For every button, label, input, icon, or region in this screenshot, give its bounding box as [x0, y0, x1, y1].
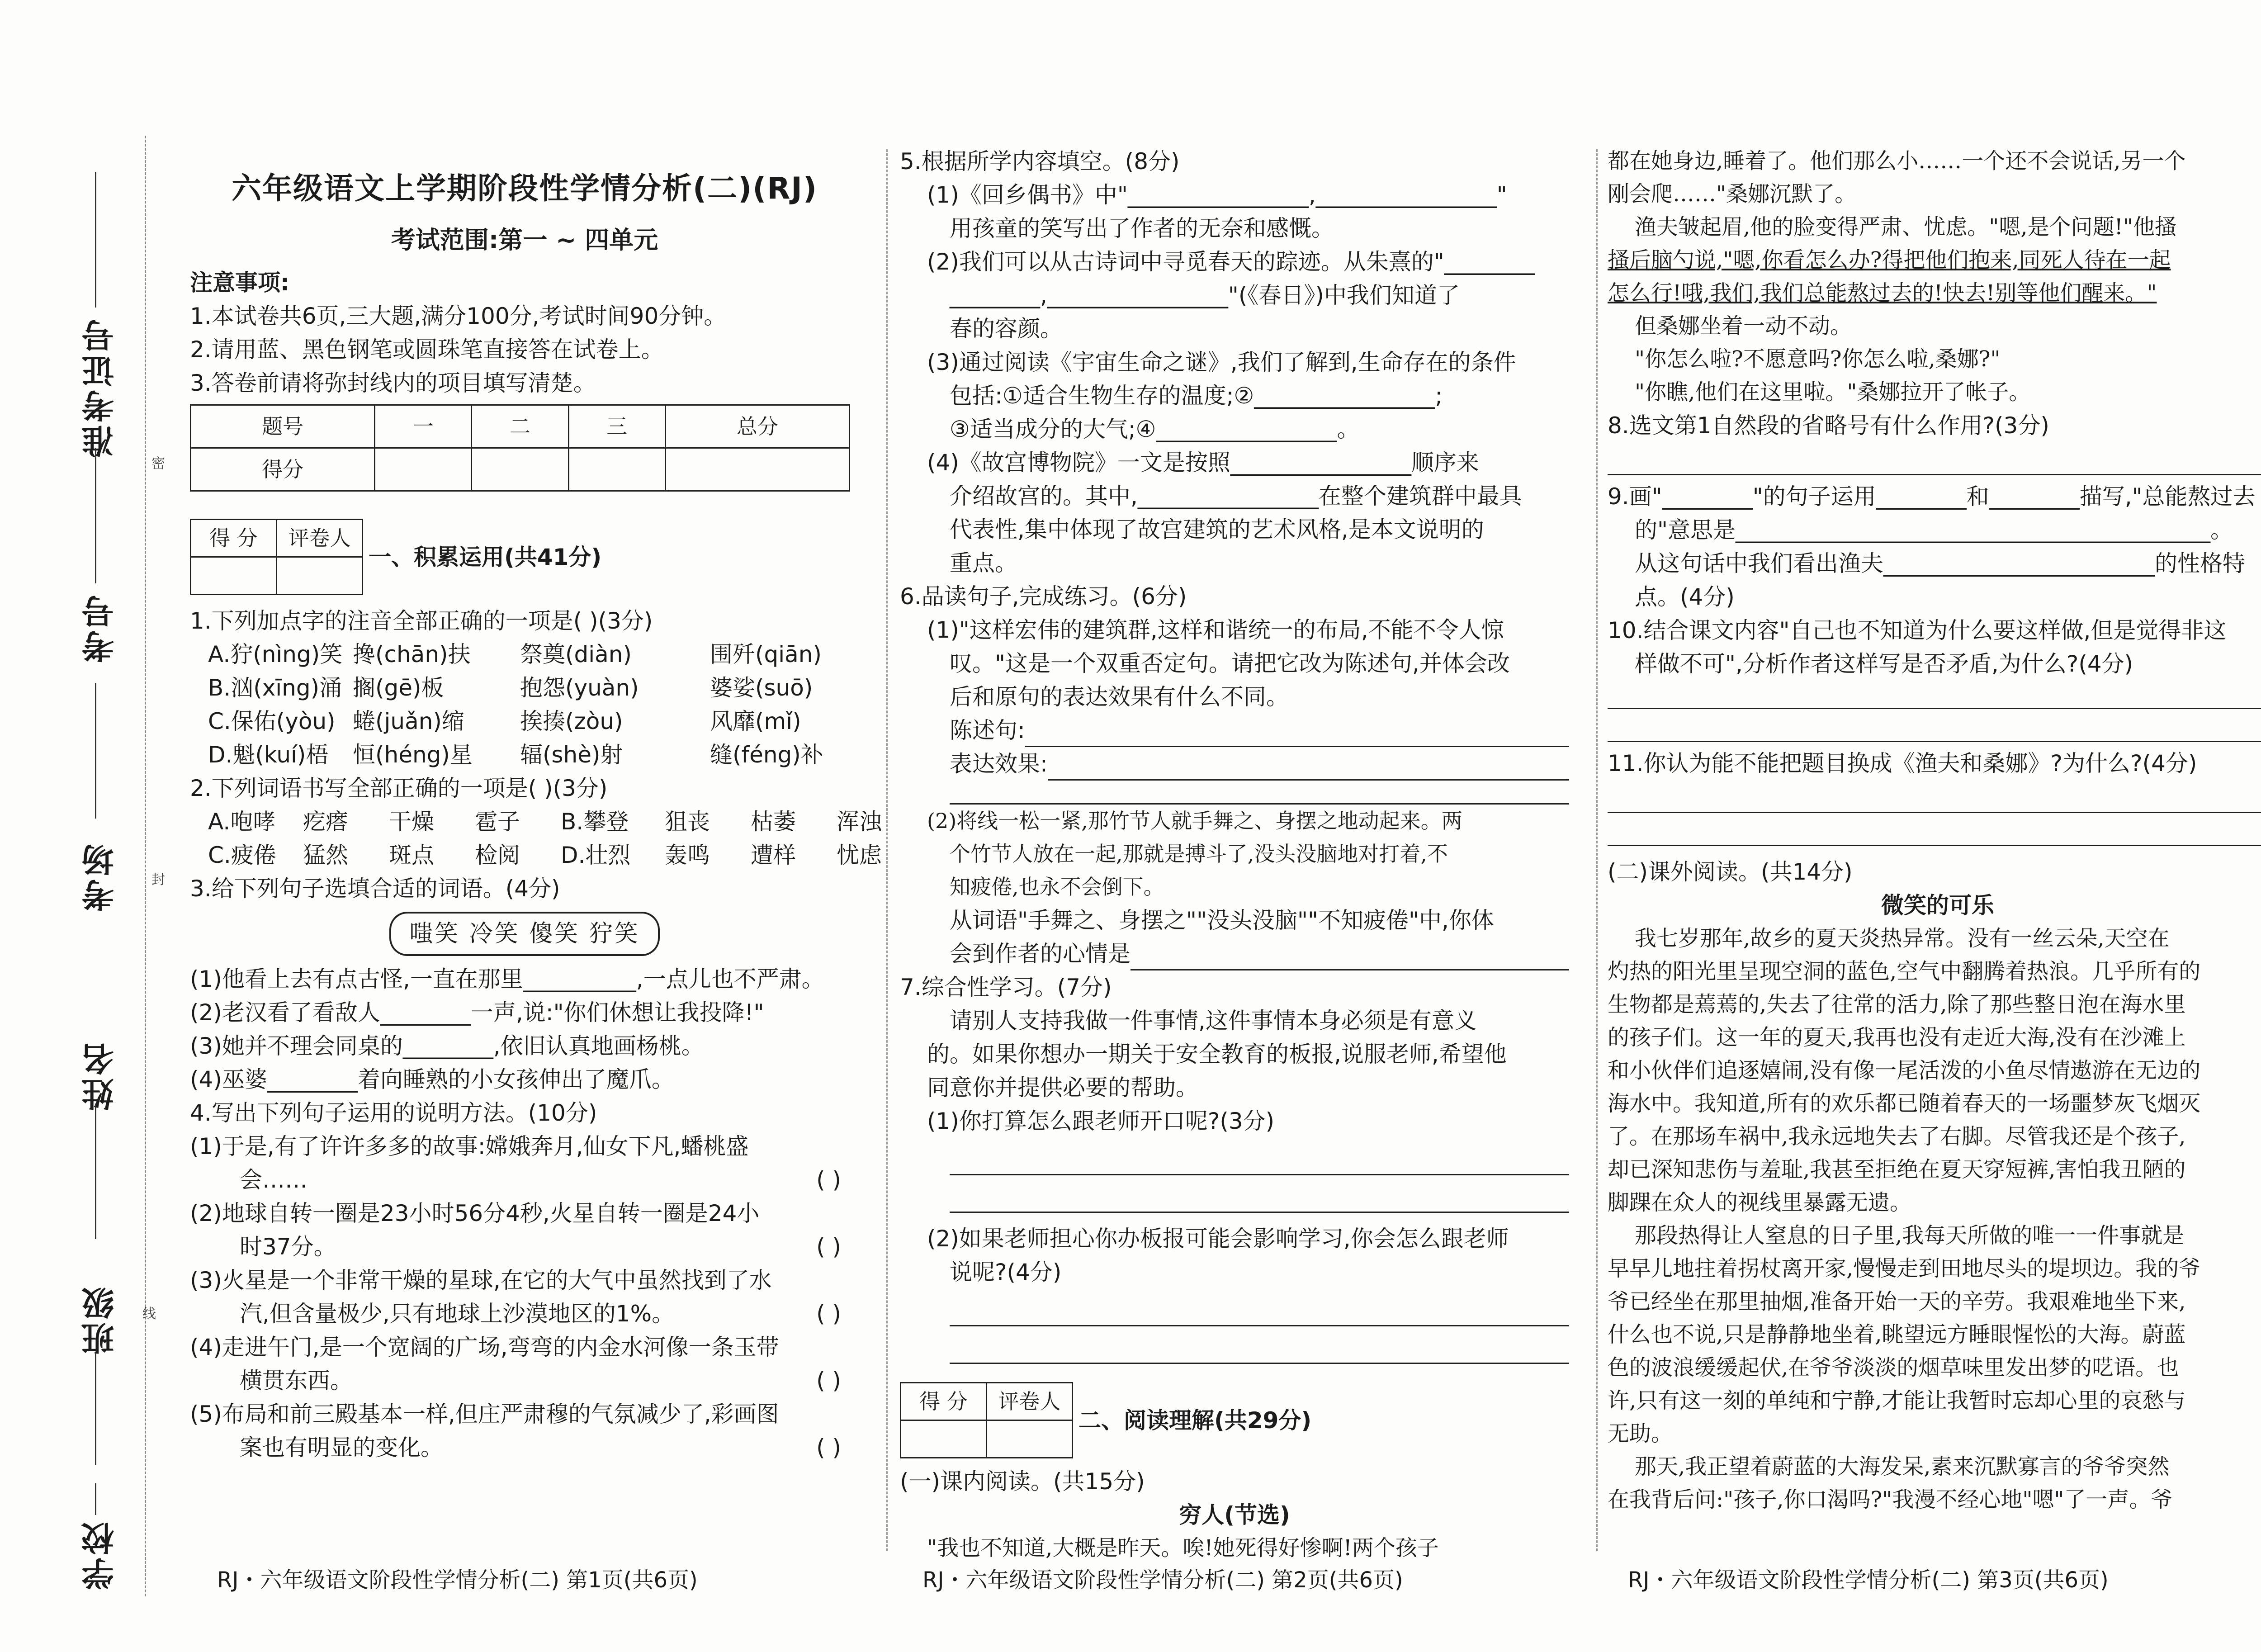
question-5: 5.根据所学内容填空。(8分) — [900, 148, 1180, 175]
q4-text: 汽,但含量极少,只有地球上沙漠地区的1%。 — [240, 1301, 675, 1327]
margin-field-class[interactable] — [95, 1352, 96, 1465]
q4-text: 横贯东西。 — [240, 1368, 353, 1394]
q1-option-d[interactable] — [190, 738, 859, 772]
q4-text: (5)布局和前三殿基本一样,但庄严肃穆的气氛减少了,彩画图 — [190, 1401, 779, 1427]
q4-answer-blank[interactable]: ( ) — [816, 1234, 841, 1260]
q6-declarative-answer-line[interactable] — [1025, 719, 1569, 747]
story-line: 爷已经坐在那里抽烟,准备开始一天的辛劳。我艰难地坐下来, — [1608, 1289, 2186, 1314]
q2-word: A.咆哮 — [208, 809, 276, 835]
question-8: 8.选文第1自然段的省略号有什么作用?(3分) — [1608, 412, 2049, 439]
question-9-line: 的"意思是__________________________________________。 — [1635, 517, 2233, 543]
story-line: 什么也不说,只是静静地坐着,眺望远方睡眼惺忪的大海。蔚蓝 — [1608, 1322, 2186, 1347]
score-table-header: 题号 — [191, 405, 375, 448]
q5-line: ________,________________"(《春日》)中我们知道了 — [950, 282, 1460, 308]
q5-line: (3)通过阅读《宇宙生命之谜》,我们了解到,生命存在的条件 — [927, 349, 1516, 375]
q5-line: (2)我们可以从古诗词中寻觅春天的踪迹。从朱熹的"________ — [927, 249, 1535, 275]
question-9: 9.画"________"的句子运用________和________描写,"总能熬过去 — [1608, 483, 2256, 510]
q2-word: 狙丧 — [665, 809, 710, 835]
q10-answer-line[interactable] — [1608, 709, 2261, 742]
q7-1-answer-line[interactable] — [950, 1175, 1569, 1213]
part-1-heading: (一)课内阅读。(共15分) — [900, 1468, 1145, 1495]
q6-line: 后和原句的表达效果有什么不同。 — [950, 684, 1289, 710]
q6-line: 知疲倦,也永不会倒下。 — [950, 875, 1164, 899]
q6-effect-answer-line[interactable] — [950, 781, 1569, 805]
q3-word-box: 嗤笑 冷笑 傻笑 狞笑 — [389, 912, 660, 956]
margin-field-exam-room[interactable] — [95, 683, 96, 819]
q4-answer-blank[interactable]: ( ) — [816, 1301, 841, 1327]
q4-line — [190, 1230, 859, 1264]
q4-text: (1)于是,有了许许多多的故事:嫦娥奔月,仙女下凡,蟠桃盛 — [190, 1133, 749, 1160]
q10-answer-line[interactable] — [1608, 681, 2261, 709]
q4-line — [190, 1364, 859, 1397]
story-line: 和小伙伴们追逐嬉闹,没有像一尾活泼的小鱼尽情遨游在无边的 — [1608, 1058, 2201, 1083]
q4-line — [190, 1297, 859, 1330]
margin-field-exam-id[interactable] — [95, 172, 96, 308]
q1-a-word: 搀(chān)扶 — [353, 641, 471, 667]
q1-a-word: 祭奠(diàn) — [520, 641, 632, 667]
q6-declarative-row — [900, 714, 1569, 747]
q6-feeling-answer-line[interactable] — [1130, 942, 1569, 970]
q5-line: (4)《故宫博物院》一文是按照________________顺序来 — [927, 450, 1479, 476]
passage-title: 穷人(节选) — [1179, 1502, 1290, 1528]
page-3-column — [1608, 145, 2261, 1547]
q4-text: 会…… — [240, 1167, 307, 1193]
q7-1-answer-line[interactable] — [950, 1138, 1569, 1175]
page-1-footer: RJ・六年级语文阶段性学情分析(二) 第1页(共6页) — [217, 1567, 698, 1593]
q2-word: 干燥 — [389, 809, 434, 835]
notice-item: 1.本试卷共6页,三大题,满分100分,考试时间90分钟。 — [190, 303, 727, 329]
notice-heading: 注意事项: — [190, 270, 289, 296]
q1-c-word: 风靡(mǐ) — [710, 708, 801, 734]
margin-field-exam-no[interactable] — [95, 448, 96, 583]
page-1-column — [190, 145, 882, 1547]
margin-label-name: 姓名 — [81, 1040, 119, 1111]
q2-word: 雹子 — [475, 809, 520, 835]
q2-word: 忧虑 — [837, 842, 882, 868]
grader-score-label: 得 分 — [901, 1383, 987, 1420]
page-title: 六年级语文上学期阶段性学情分析(二)(RJ) — [231, 171, 818, 206]
grader-name-label: 评卷人 — [987, 1383, 1073, 1420]
q1-a-word: 围歼(qiān) — [710, 641, 822, 667]
q1-b-word: B.汹(xīng)涌 — [208, 675, 342, 701]
score-table-header: 二 — [472, 405, 568, 448]
q6-feeling-label: 会到作者的心情是 — [950, 941, 1130, 967]
q1-a-word: A.狞(nìng)笑 — [208, 641, 343, 667]
q5-line: 春的容颜。 — [950, 316, 1063, 342]
q2-options-row-1[interactable] — [190, 805, 882, 838]
story-line: 生物都是蔫蔫的,失去了往常的活力,除了那些整日泡在海水里 — [1608, 992, 2186, 1017]
seal-char-mi: 密 — [151, 456, 165, 472]
question-2: 2.下列词语书写全部正确的一项是( )(3分) — [190, 775, 608, 801]
q4-item — [190, 1130, 859, 1197]
passage-line: 刚会爬……"桑娜沉默了。 — [1608, 181, 1857, 207]
q6-declarative-label: 陈述句: — [950, 717, 1025, 743]
q3-item: (1)他看上去有点古怪,一直在那里__________,一点儿也不严肃。 — [190, 966, 824, 992]
q2-word: 检阅 — [475, 842, 520, 868]
grader-name-cell[interactable] — [277, 557, 363, 595]
margin-label-exam-room: 考场 — [81, 841, 119, 912]
q4-item — [190, 1197, 859, 1264]
q6-effect-label: 表达效果: — [950, 751, 1048, 777]
story-line: 的孩子们。这一年的夏天,我再也没有走近大海,没有在沙滩上 — [1608, 1025, 2186, 1050]
score-cell[interactable] — [472, 448, 568, 491]
q2-word: C.疲倦 — [208, 842, 276, 868]
passage-line: "你瞧,他们在这里啦。"桑娜拉开了帐子。 — [1635, 379, 2031, 405]
story-title: 微笑的可乐 — [1881, 892, 1994, 918]
question-11: 11.你认为能不能把题目换成《渔夫和桑娜》?为什么?(4分) — [1608, 750, 2197, 776]
passage-line: 怎么行!哦,我们,我们总能熬过去的!快去!别等他们醒来。" — [1608, 280, 2157, 306]
q6-line: (2)将线一松一紧,那竹节人就手舞之、身摆之地动起来。两 — [927, 809, 1462, 833]
part-2-heading: (二)课外阅读。(共14分) — [1608, 859, 1853, 885]
section-1-header — [190, 519, 859, 595]
q1-d-word: D.魁(kuí)梧 — [208, 742, 329, 768]
seal-dashed-line — [145, 136, 146, 1596]
question-4: 4.写出下列句子运用的说明方法。(10分) — [190, 1100, 597, 1126]
q5-line: 包括:①适合生物生存的温度;②________________; — [950, 383, 1443, 409]
q1-option-b[interactable] — [190, 671, 859, 705]
story-line: 脚踝在众人的视线里暴露无遗。 — [1608, 1190, 1912, 1215]
q1-c-word: C.保佑(yòu) — [208, 708, 336, 734]
q3-word-bank — [190, 912, 859, 956]
q2-word: 浑浊 — [837, 809, 882, 835]
column-divider — [1596, 149, 1598, 1551]
q3-item: (3)她并不理会同桌的________,依旧认真地画杨桃。 — [190, 1033, 704, 1059]
question-9-line: 点。(4分) — [1635, 584, 1735, 610]
section-2-title: 二、阅读理解(共29分) — [1078, 1407, 1312, 1434]
q2-word: 枯萎 — [751, 809, 796, 835]
score-cell[interactable] — [375, 448, 472, 491]
column-divider — [886, 149, 888, 1551]
score-table-header: 一 — [375, 405, 472, 448]
q6-line: 从词语"手舞之、身摆之""没头没脑""不知疲倦"中,你体 — [950, 907, 1494, 933]
margin-label-school: 学校 — [81, 1519, 119, 1590]
q4-answer-blank[interactable]: ( ) — [816, 1434, 841, 1461]
q4-item — [190, 1397, 859, 1464]
q4-text: (3)火星是一个非常干燥的星球,在它的大气中虽然找到了水 — [190, 1267, 772, 1293]
passage-line: 但桑娜坐着一动不动。 — [1635, 313, 1852, 339]
grader-box — [900, 1382, 1073, 1458]
q7-sub-1: (1)你打算怎么跟老师开口呢?(3分) — [927, 1108, 1275, 1134]
grader-score-cell[interactable] — [191, 557, 277, 595]
q1-b-word: 抱怨(yuàn) — [520, 675, 639, 701]
question-10-line: 样做不可",分析作者这样写是否矛盾,为什么?(4分) — [1635, 651, 2133, 677]
q5-line: 重点。 — [950, 550, 1017, 576]
passage-line: 渔夫皱起眉,他的脸变得严肃、忧虑。"嗯,是个问题!"他搔 — [1635, 214, 2176, 240]
margin-field-name[interactable] — [95, 1103, 96, 1239]
exam-scope: 考试范围:第一 ~ 四单元 — [391, 226, 658, 254]
notice-item: 2.请用蓝、黑色钢笔或圆珠笔直接答在试卷上。 — [190, 336, 664, 363]
q2-word: B.攀登 — [561, 809, 629, 835]
margin-label-exam-no: 考号 — [81, 592, 119, 663]
q2-word: 疙瘩 — [303, 809, 348, 835]
q1-c-word: 挨揍(zòu) — [520, 708, 623, 734]
q8-answer-line[interactable] — [1608, 442, 2261, 475]
q7-2-answer-line[interactable] — [950, 1326, 1569, 1364]
q2-word: D.壮烈 — [561, 842, 631, 868]
story-line: 在我背后问:"孩子,你口渴吗?"我漫不经心地"嗯"了一声。爷 — [1608, 1487, 2173, 1512]
q1-options — [190, 638, 859, 772]
q1-d-word: 恒(héng)星 — [353, 742, 473, 768]
question-7: 7.综合性学习。(7分) — [900, 974, 1112, 1000]
q7-sub-2: (2)如果老师担心你办板报可能会影响学习,你会怎么跟老师 — [927, 1226, 1509, 1252]
passage-line: 搔后脑勺说,"嗯,你看怎么办?得把他们抱来,同死人待在一起 — [1608, 247, 2171, 273]
q4-text: (4)走进午门,是一个宽阔的广场,弯弯的内金水河像一条玉带 — [190, 1334, 779, 1360]
q5-line: 用孩童的笑写出了作者的无奈和感慨。 — [950, 215, 1334, 241]
score-table-header: 总分 — [665, 405, 849, 448]
q4-text: 时37分。 — [240, 1234, 336, 1260]
seal-char-feng: 封 — [151, 872, 165, 888]
story-line: 那天,我正望着蔚蓝的大海发呆,素来沉默寡言的爷爷突然 — [1635, 1454, 2170, 1479]
grader-box — [190, 519, 363, 595]
q11-answer-line[interactable] — [1608, 780, 2261, 813]
question-3: 3.给下列句子选填合适的词语。(4分) — [190, 876, 560, 902]
story-line: 灼热的阳光里呈现空洞的蓝色,空气中翻腾着热浪。几乎所有的 — [1608, 959, 2201, 984]
q3-item: (4)巫婆________着向睡熟的小女孩伸出了魔爪。 — [190, 1066, 674, 1093]
q5-line: ③适当成分的大气;④________________。 — [950, 416, 1360, 442]
q7-2-answer-line[interactable] — [950, 1289, 1569, 1326]
q1-d-word: 缝(féng)补 — [710, 742, 823, 768]
page-2-footer: RJ・六年级语文阶段性学情分析(二) 第2页(共6页) — [922, 1567, 1403, 1593]
story-line: 色的波浪缓缓起伏,在爷爷淡淡的烟草味里发出梦的呓语。也 — [1608, 1355, 2179, 1380]
question-6: 6.品读句子,完成练习。(6分) — [900, 583, 1187, 610]
q4-item — [190, 1264, 859, 1330]
section-2-header — [900, 1382, 1569, 1458]
grader-name-label: 评卷人 — [277, 520, 363, 557]
grader-score-label: 得 分 — [191, 520, 277, 557]
story-line: 了。在那场车祸中,我永远地失去了右脚。尽管我还是个孩子, — [1608, 1124, 2186, 1149]
q6-feeling-row — [900, 937, 1569, 970]
passage-line: 都在她身边,睡着了。他们那么小……一个还不会说话,另一个 — [1608, 148, 2186, 174]
q4-line — [190, 1163, 859, 1197]
q11-answer-line[interactable] — [1608, 813, 2261, 846]
q5-line: 代表性,集中体现了故宫建筑的艺术风格,是本文说明的 — [950, 516, 1484, 543]
grader-score-cell[interactable] — [901, 1420, 987, 1458]
q3-item: (2)老汉看了看敌人________一声,说:"你们休想让我投降!" — [190, 999, 764, 1026]
story-line: 许,只有这一刻的单纯和宁静,才能让我暂时忘却心里的哀愁与 — [1608, 1388, 2186, 1413]
q2-word: 斑点 — [389, 842, 434, 868]
q2-word: 轰鸣 — [665, 842, 710, 868]
q4-item — [190, 1330, 859, 1397]
q7-intro: 的。如果你想办一期关于安全教育的板报,说服老师,希望他 — [927, 1041, 1507, 1067]
section-1-title: 一、积累运用(共41分) — [369, 544, 602, 570]
score-cell[interactable] — [568, 448, 665, 491]
score-row-label: 得分 — [191, 448, 375, 491]
seal-char-xian: 线 — [142, 1306, 156, 1322]
q1-b-word: 婆娑(suō) — [710, 675, 813, 701]
passage-line: "你怎么啦?不愿意吗?你怎么啦,桑娜?" — [1635, 346, 2001, 372]
q2-word: 遭样 — [751, 842, 796, 868]
page-2-column — [900, 145, 1569, 1561]
q4-text: 案也有明显的变化。 — [240, 1434, 443, 1461]
q4-text: (2)地球自转一圈是23小时56分4秒,火星自转一圈是24小 — [190, 1200, 760, 1226]
story-line: 我七岁那年,故乡的夏天炎热异常。没有一丝云朵,天空在 — [1635, 926, 2170, 951]
q6-effect-row — [900, 747, 1569, 781]
q2-word: 猛然 — [303, 842, 348, 868]
notice-item: 3.答卷前请将弥封线内的项目填写清楚。 — [190, 370, 596, 396]
q1-d-word: 辐(shè)射 — [520, 742, 623, 768]
score-table-header: 三 — [568, 405, 665, 448]
q1-option-c[interactable] — [190, 705, 859, 738]
q6-effect-answer-line[interactable] — [1048, 752, 1569, 781]
grader-name-cell[interactable] — [987, 1420, 1073, 1458]
q1-option-a[interactable] — [190, 638, 859, 671]
score-cell[interactable] — [665, 448, 849, 491]
story-line: 早早儿地拄着拐杖离开家,慢慢走到田地尽头的堤坝边。我的爷 — [1608, 1256, 2201, 1281]
story-line: 却已深知悲伤与羞耻,我甚至拒绝在夏天穿短裤,害怕我丑陋的 — [1608, 1157, 2186, 1182]
passage-line: "我也不知道,大概是昨天。唉!她死得好惨啊!两个孩子 — [927, 1535, 1439, 1561]
q1-c-word: 蜷(juǎn)缩 — [353, 708, 464, 734]
question-1: 1.下列加点字的注音全部正确的一项是( )(3分) — [190, 608, 653, 634]
question-10: 10.结合课文内容"自己也不知道为什么要这样做,但是觉得非这 — [1608, 617, 2227, 644]
q4-line — [190, 1431, 859, 1464]
q5-line: 介绍故宫的。其中,________________在整个建筑群中最具 — [950, 483, 1522, 509]
q4-answer-blank[interactable]: ( ) — [816, 1167, 841, 1193]
margin-field-school[interactable] — [95, 1483, 96, 1515]
q4-answer-blank[interactable]: ( ) — [816, 1368, 841, 1394]
margin-label-class: 班级 — [81, 1284, 119, 1355]
page-3-footer: RJ・六年级语文阶段性学情分析(二) 第3页(共6页) — [1628, 1567, 2109, 1593]
q5-line: (1)《回乡偶书》中"________________,________________" — [927, 182, 1507, 208]
q7-sub-2: 说呢?(4分) — [950, 1259, 1062, 1285]
q7-intro: 请别人支持我做一件事情,这件事情本身必须是有意义 — [950, 1008, 1477, 1034]
margin-label-exam-id: 准考证号 — [81, 317, 119, 458]
q7-intro: 同意你并提供必要的帮助。 — [927, 1075, 1198, 1101]
q2-options-row-2[interactable] — [190, 838, 882, 872]
question-9-line: 从这句话中我们看出渔夫________________________的性格特 — [1635, 550, 2245, 577]
q1-b-word: 搁(gē)板 — [353, 675, 444, 701]
story-line: 无助。 — [1608, 1421, 1673, 1446]
q6-line: 个竹节人放在一起,那就是搏斗了,没头没脑地对打着,不 — [950, 842, 1448, 866]
q6-line: 叹。"这是一个双重否定句。请把它改为陈述句,并体会改 — [950, 650, 1510, 677]
score-table — [190, 404, 850, 492]
q6-line: (1)"这样宏伟的建筑群,这样和谐统一的布局,不能不令人惊 — [927, 617, 1504, 643]
story-line: 那段热得让人窒息的日子里,我每天所做的唯一一件事就是 — [1635, 1223, 2185, 1248]
story-line: 海水中。我知道,所有的欢乐都已随着春天的一场噩梦灰飞烟灭 — [1608, 1091, 2201, 1116]
